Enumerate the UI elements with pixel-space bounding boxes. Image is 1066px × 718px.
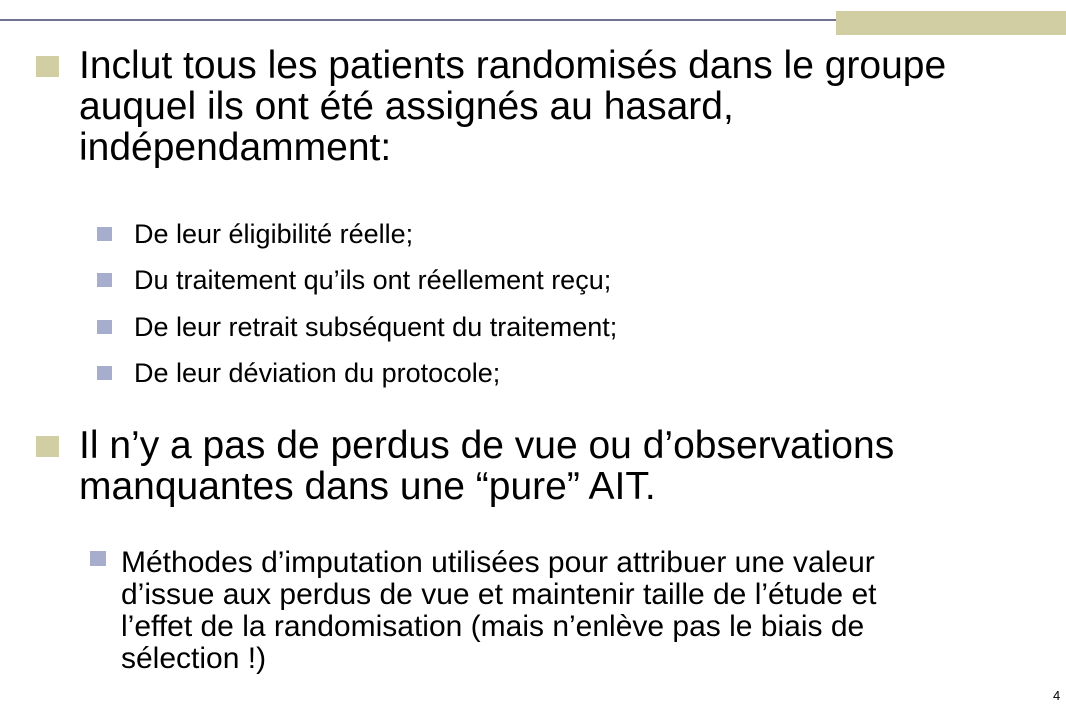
bullet-1-text bbox=[79, 45, 1039, 168]
page-number: 4 bbox=[1053, 688, 1061, 703]
sub-bullet-icon bbox=[97, 320, 112, 334]
bullet-2-line: Il n’y a pas de perdus de vue ou d’observations bbox=[79, 424, 895, 467]
bullet-2-text bbox=[79, 425, 1039, 507]
bullet-1-line: Inclut tous les patients randomisés dans le groupe bbox=[79, 44, 947, 87]
sub-bullet-text: De leur déviation du protocole; bbox=[134, 358, 501, 388]
bullet-2-line: manquantes dans une “pure” AIT. bbox=[79, 465, 656, 508]
sub-bullet-line: Méthodes d’imputation utilisées pour attribuer une valeur bbox=[121, 546, 875, 579]
header-accent-bar bbox=[836, 11, 1066, 35]
sub-bullet-icon bbox=[97, 273, 112, 287]
sub-bullet-line: sélection !) bbox=[121, 642, 267, 675]
square-bullet-icon bbox=[36, 56, 59, 77]
sub-bullet-text: Du traitement qu’ils ont réellement reçu; bbox=[134, 265, 612, 295]
sub-bullet-line: l’effet de la randomisation (mais n’enlève pas le biais de bbox=[121, 610, 865, 643]
sub-bullet-line: d’issue aux perdus de vue et maintenir taille de l’étude et bbox=[121, 578, 877, 611]
sub-bullet-icon bbox=[97, 366, 112, 380]
sub-bullet-icon bbox=[97, 227, 112, 241]
square-bullet-icon bbox=[36, 436, 59, 457]
sub-bullet-text: De leur éligibilité réelle; bbox=[134, 219, 414, 249]
sub-bullet-paragraph bbox=[121, 547, 1021, 675]
bullet-1-line: indépendamment: bbox=[79, 126, 392, 169]
sub-bullet-icon bbox=[90, 551, 106, 566]
bullet-1-line: auquel ils ont été assignés au hasard, bbox=[79, 85, 734, 128]
sub-bullet-text: De leur retrait subséquent du traitement; bbox=[134, 312, 618, 342]
